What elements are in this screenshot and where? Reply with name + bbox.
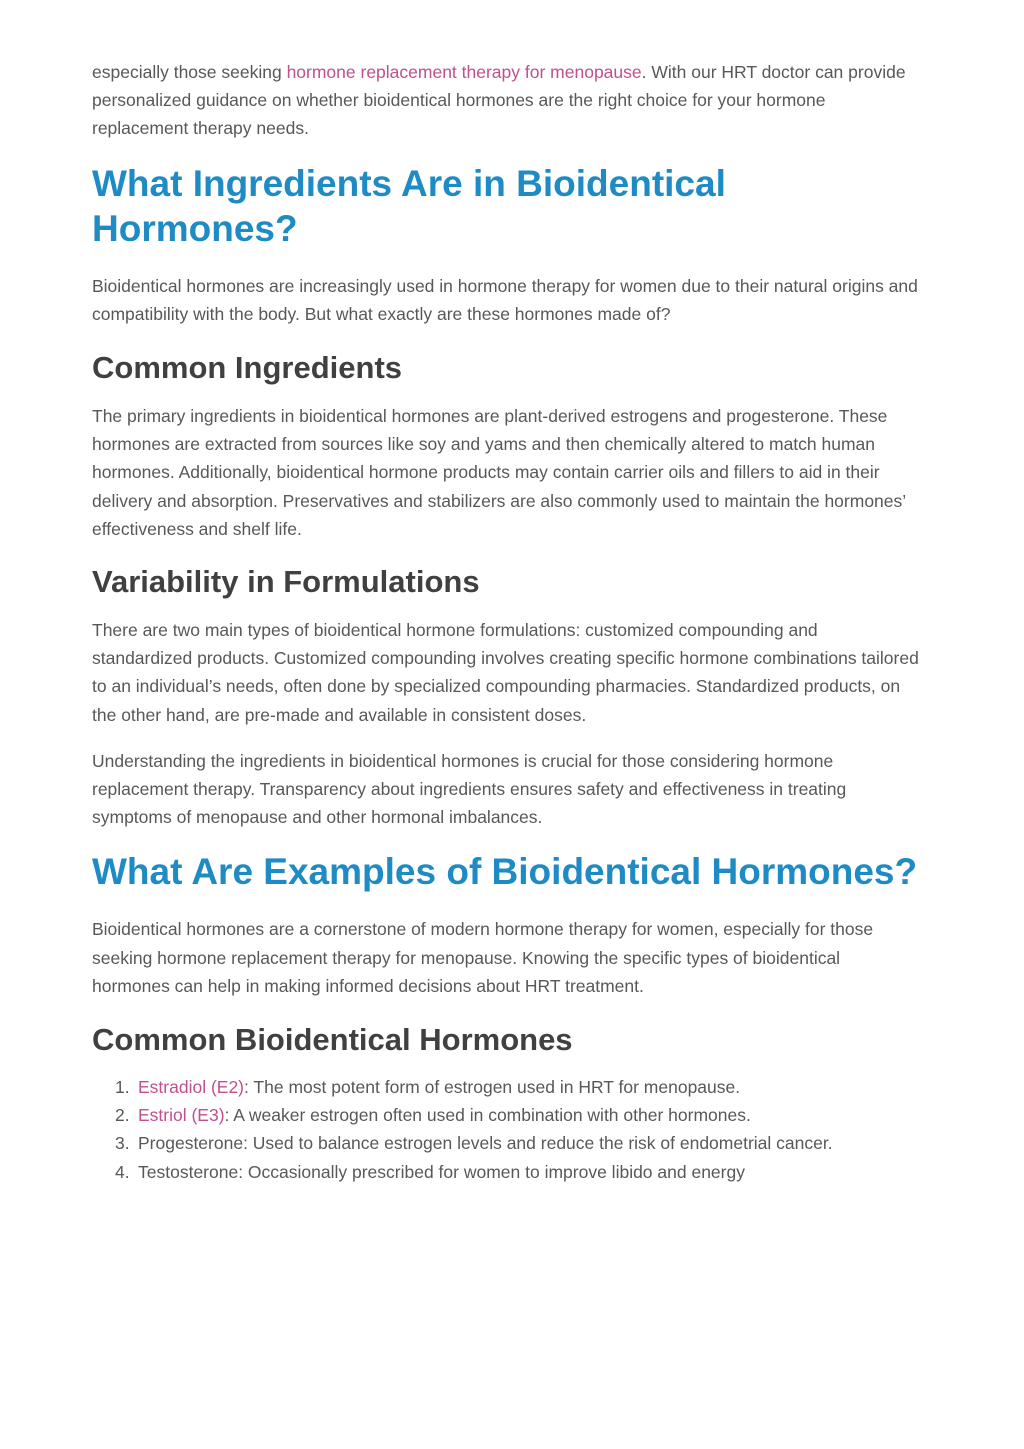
estriol-link[interactable]: Estriol (E3)	[138, 1105, 225, 1126]
list-item	[92, 1129, 922, 1157]
list-item-number: 3.	[115, 1133, 130, 1154]
list-item-text: : The most potent form of estrogen used in HRT for menopause.	[244, 1077, 741, 1098]
examples-heading: What Are Examples of Bioidentical Hormones?	[92, 851, 918, 893]
hrt-menopause-link[interactable]: hormone replacement therapy for menopause	[286, 62, 642, 82]
examples-intro: Bioidentical hormones are a cornerstone of modern hormone therapy for women, especially for those seeking hormone replacement therapy for menopause. Knowing the specific types of bioidentical hormones can help in making informed decisions about HRT treatment.	[92, 919, 874, 996]
variability-body-1: There are two main types of bioidentical hormone formulations: customized compounding and standardized products. Customized compounding involves creating specific hormone combinations tailored to an individual’s needs, often done by specialized compounding pharmacies. Standardized products, on the other hand, are pre-made and available in consistent doses.	[92, 620, 919, 725]
hormones-list	[92, 1073, 922, 1186]
list-item	[92, 1101, 922, 1129]
list-item-number: 1.	[115, 1077, 130, 1098]
intro-text-before: especially those seeking	[92, 62, 287, 82]
common-ingredients-body: The primary ingredients in bioidentical hormones are plant-derived estrogens and progesterone. These hormones are extracted from sources like soy and yams and then chemically altered to match human hormones. Additionally, bioidentical hormone products may contain carrier oils and fillers to aid in their delivery and absorption. Preservatives and stabilizers are also commonly used to maintain the hormones’ effectiveness and shelf life.	[92, 406, 906, 539]
ingredients-heading: What Ingredients Are in Bioidentical Hormones?	[92, 162, 726, 249]
intro-paragraph	[92, 58, 922, 143]
list-item	[92, 1158, 922, 1186]
variability-heading: Variability in Formulations	[92, 564, 480, 600]
estradiol-link[interactable]: Estradiol (E2)	[138, 1077, 245, 1098]
common-ingredients-heading: Common Ingredients	[92, 350, 403, 386]
list-item-text: : A weaker estrogen often used in combination with other hormones.	[224, 1105, 751, 1126]
ingredients-intro: Bioidentical hormones are increasingly used in hormone therapy for women due to their natural origins and compatibility with the body. But what exactly are these hormones made of?	[92, 275, 918, 324]
list-item-text: Testosterone: Occasionally prescribed for women to improve libido and energy	[138, 1161, 745, 1182]
list-item	[92, 1073, 922, 1101]
article-content	[92, 58, 922, 1186]
list-item-number: 2.	[115, 1105, 130, 1126]
variability-body-2: Understanding the ingredients in bioidentical hormones is crucial for those considering hormone replacement therapy. Transparency about ingredients ensures safety and effectiveness in treating symptoms of menopause and other hormonal imbalances.	[92, 750, 847, 828]
list-item-text: Progesterone: Used to balance estrogen levels and reduce the risk of endometrial cancer.	[138, 1133, 833, 1154]
common-hormones-heading: Common Bioidentical Hormones	[92, 1022, 573, 1058]
intro-text-after: . With our HRT doctor can provide personalized guidance on whether bioidentical hormones are the right choice for your hormone replacement therapy needs.	[92, 62, 906, 139]
list-item-number: 4.	[115, 1161, 130, 1182]
